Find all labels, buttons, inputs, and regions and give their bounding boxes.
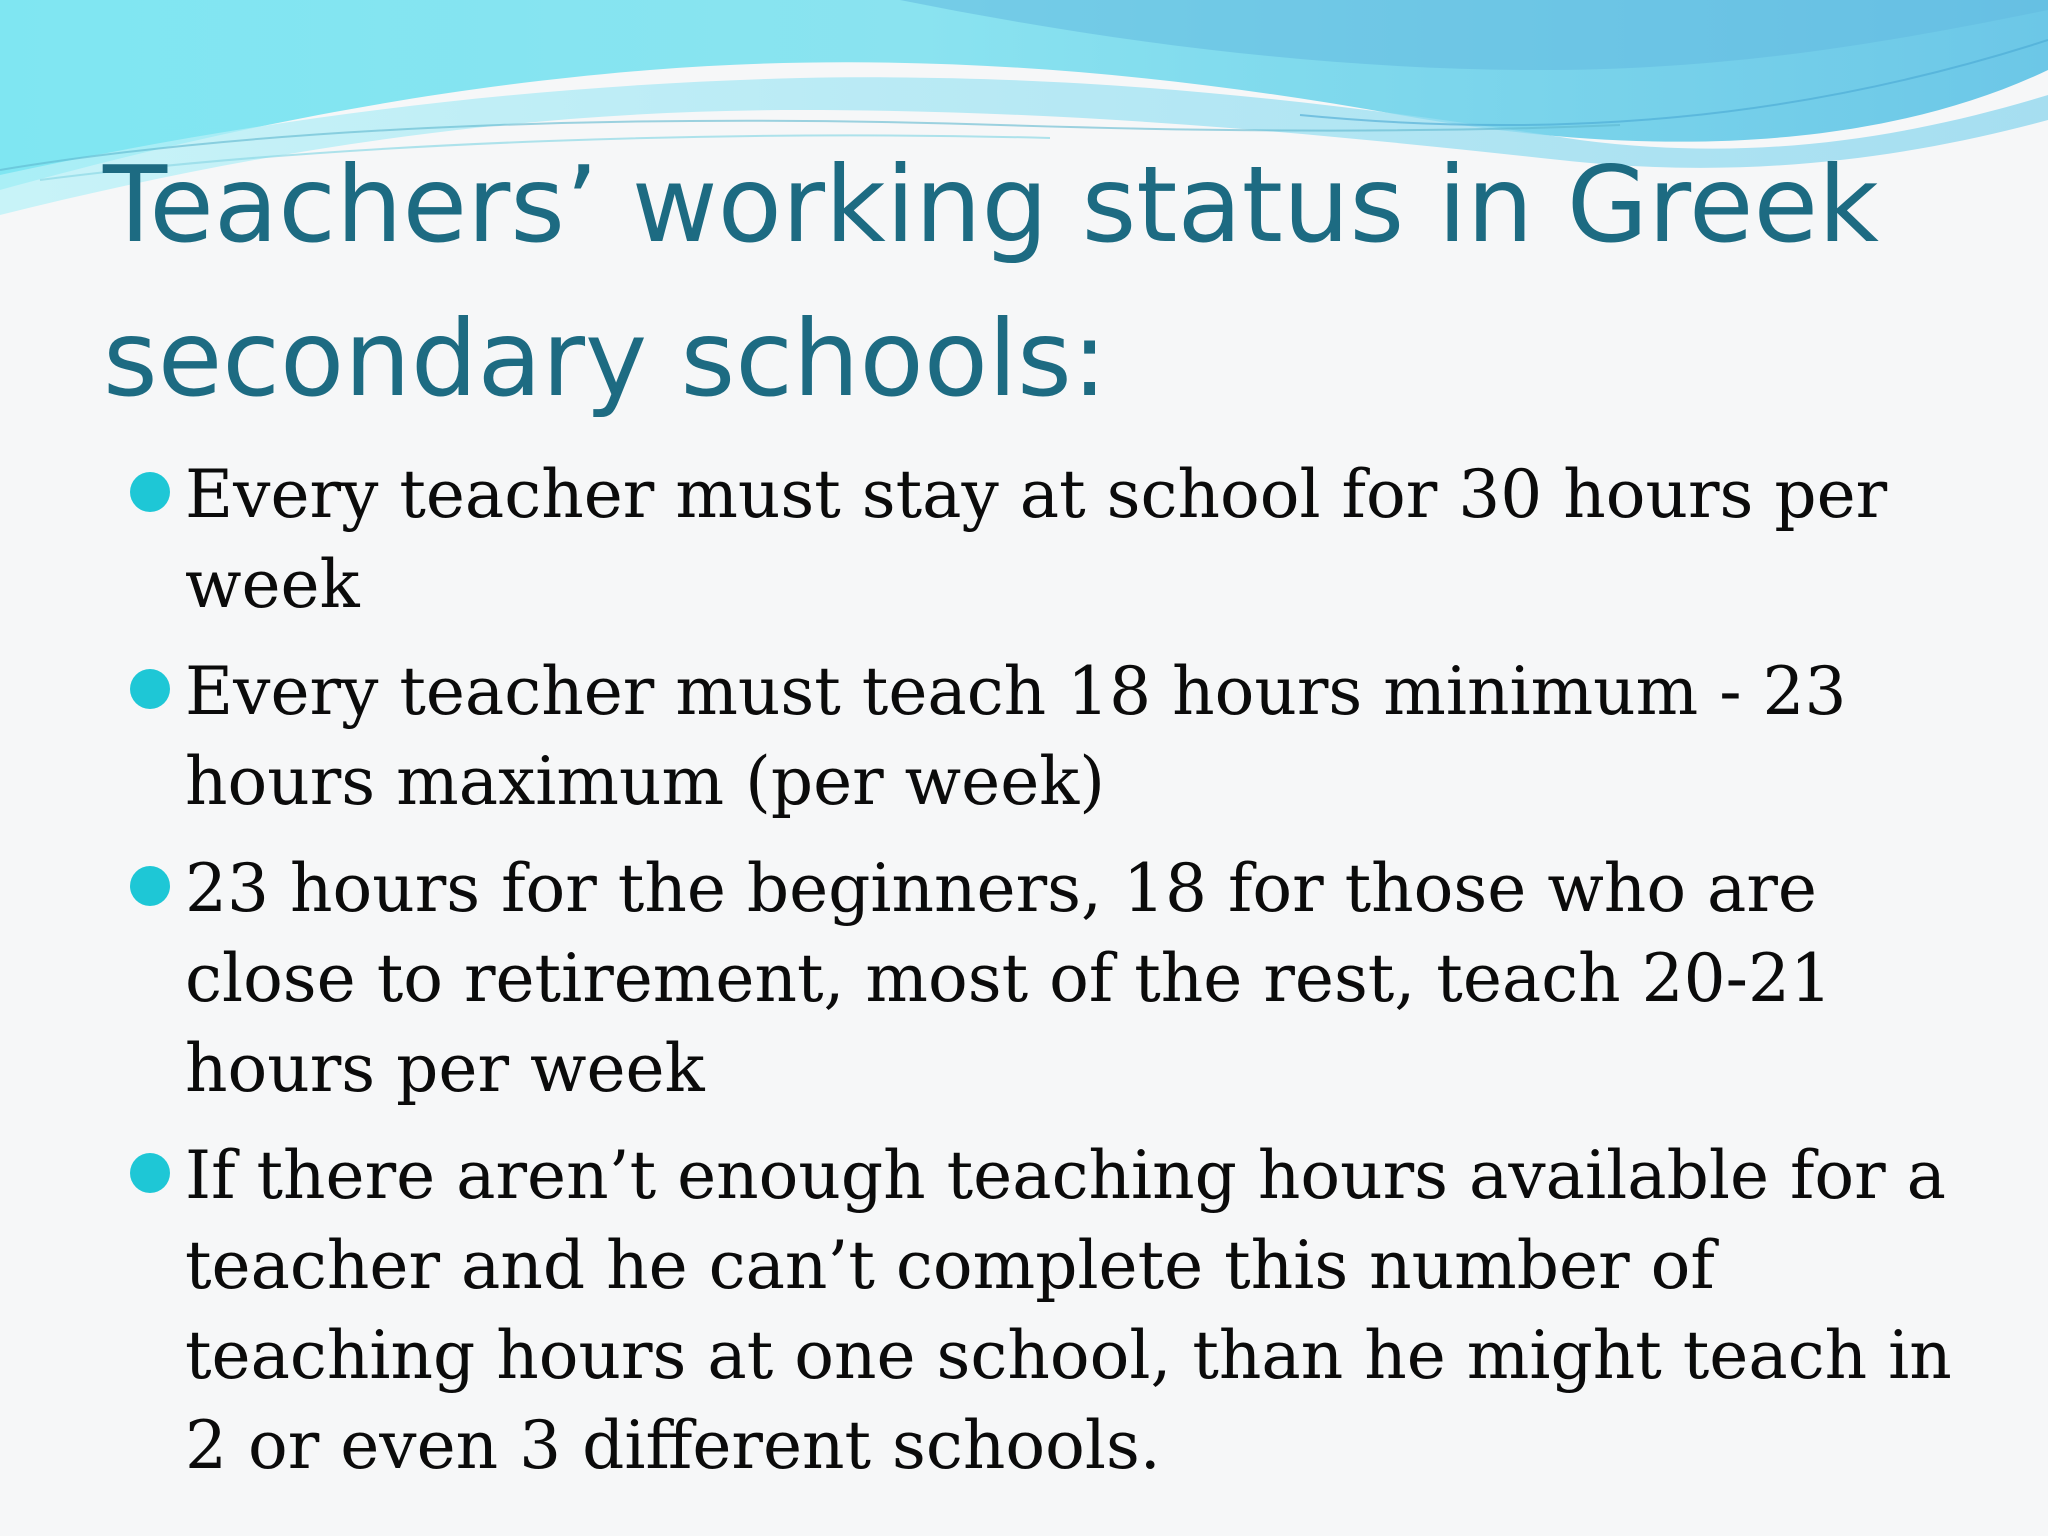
bullet-dot-icon (130, 669, 170, 709)
bullet-dot-icon (130, 1153, 170, 1193)
bullet-dot-icon (130, 866, 170, 906)
bullet-text: If there aren’t enough teaching hours available for a teacher and he can’t complete this number of teaching hours at one school, than he might teach in 2 or even 3 different schools. (185, 1137, 1952, 1484)
bullet-item-multiple-schools (130, 1131, 2000, 1491)
slide-title-line-2: secondary schools: (103, 298, 1108, 420)
bullet-list (130, 450, 2000, 1508)
bullet-text: Every teacher must teach 18 hours minimum - 23 hours maximum (per week) (185, 653, 1847, 820)
slide-title (103, 128, 1983, 436)
bullet-dot-icon (130, 472, 170, 512)
bullet-item-weekly-presence (130, 450, 2000, 630)
bullet-text: 23 hours for the beginners, 18 for those who are close to retirement, most of the rest, teach 20-21 hours per week (185, 850, 1832, 1107)
bullet-item-hours-by-experience (130, 844, 2000, 1114)
bullet-text: Every teacher must stay at school for 30 hours per week (185, 456, 1888, 623)
slide-title-line-1: Teachers’ working status in Greek (103, 144, 1879, 266)
bullet-item-teaching-hours (130, 647, 2000, 827)
